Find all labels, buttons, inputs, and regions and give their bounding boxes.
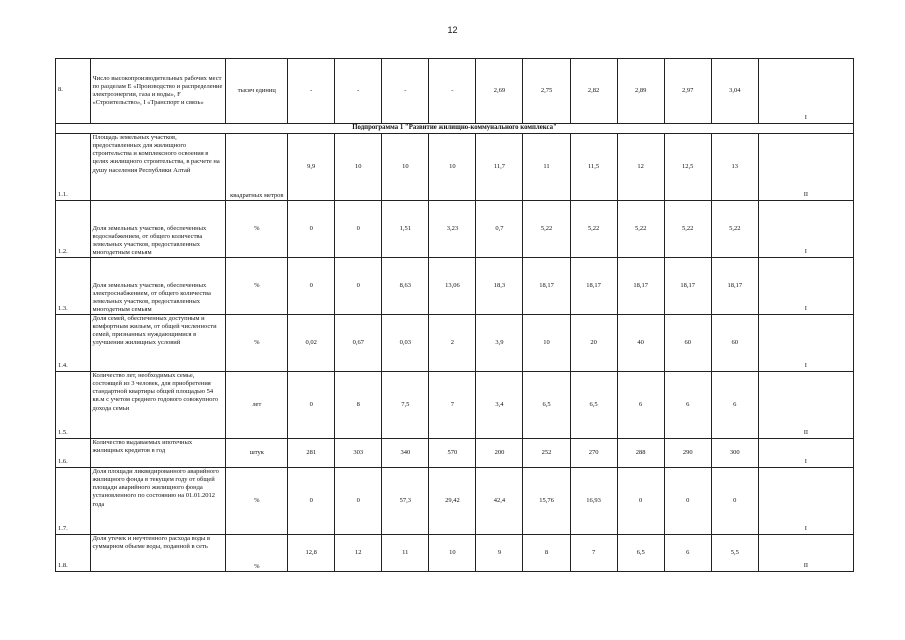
indicator-name: Количество лет, необходимых семье, состоящей из 3 человек, для приобретения стандартной квартиры общей площадью 54 кв.м с учетом среднего годового совокупного дохода семьи <box>90 372 226 439</box>
unit-cell: % <box>226 201 288 258</box>
unit-cell: % <box>226 315 288 372</box>
source-cell: I <box>758 468 853 535</box>
value-cell: 11,7 <box>476 134 523 201</box>
value-cell: 3,4 <box>476 372 523 439</box>
indicator-name: Доля площади ликвидированного аварийного жилищного фонда в текущем году от общей площади аварийного жилищного фонда установленного по состоянию на 01.01.2012 года <box>90 468 226 535</box>
row-number: 1.4. <box>56 315 91 372</box>
value-cell: 12 <box>335 535 382 572</box>
value-cell: 13 <box>711 134 758 201</box>
value-cell: 18,17 <box>617 258 664 315</box>
value-cell: 57,3 <box>382 468 429 535</box>
value-cell: 5,22 <box>523 201 570 258</box>
table-row <box>56 535 854 572</box>
indicators-table <box>55 58 854 572</box>
value-cell: 6 <box>664 535 711 572</box>
unit-cell: лет <box>226 372 288 439</box>
indicator-name: Число высокопроизводительных рабочих мест по разделам E «Производство и распределение электроэнергии, газа и воды», F «Строительство», I «Транспорт и связь» <box>90 59 226 124</box>
row-number: 1.6. <box>56 439 91 468</box>
row-number: 1.5. <box>56 372 91 439</box>
value-cell: 340 <box>382 439 429 468</box>
value-cell: 60 <box>664 315 711 372</box>
value-cell: 18,17 <box>664 258 711 315</box>
value-cell: 300 <box>711 439 758 468</box>
table-row <box>56 201 854 258</box>
source-cell: I <box>758 201 853 258</box>
value-cell: 0 <box>617 468 664 535</box>
source-cell: II <box>758 372 853 439</box>
unit-cell: квадратных метров <box>226 134 288 201</box>
table-row <box>56 315 854 372</box>
value-cell: - <box>288 59 335 124</box>
unit-cell: штук <box>226 439 288 468</box>
value-cell: 6 <box>664 372 711 439</box>
value-cell: 0 <box>288 372 335 439</box>
value-cell: 2,89 <box>617 59 664 124</box>
value-cell: 0 <box>335 468 382 535</box>
value-cell: 12 <box>617 134 664 201</box>
table-row <box>56 468 854 535</box>
value-cell: 200 <box>476 439 523 468</box>
value-cell: 18,17 <box>570 258 617 315</box>
value-cell: 303 <box>335 439 382 468</box>
page-number: 12 <box>447 25 458 35</box>
value-cell: 11,5 <box>570 134 617 201</box>
value-cell: 3,23 <box>429 201 476 258</box>
value-cell: 40 <box>617 315 664 372</box>
value-cell: 3,9 <box>476 315 523 372</box>
value-cell: 0,02 <box>288 315 335 372</box>
row-number: 1.1. <box>56 134 91 201</box>
value-cell: 0,03 <box>382 315 429 372</box>
value-cell: 270 <box>570 439 617 468</box>
value-cell: 290 <box>664 439 711 468</box>
value-cell: 5,22 <box>617 201 664 258</box>
unit-cell: % <box>226 468 288 535</box>
source-cell: I <box>758 258 853 315</box>
value-cell: 16,93 <box>570 468 617 535</box>
value-cell: 0 <box>664 468 711 535</box>
indicator-name: Доля земельных участков, обеспеченных электроснабжением, от общего количества земельных участков, предоставленных многодетным семьям <box>90 258 226 315</box>
unit-cell: % <box>226 258 288 315</box>
value-cell: 2 <box>429 315 476 372</box>
row-number: 1.7. <box>56 468 91 535</box>
value-cell: 0 <box>288 468 335 535</box>
indicator-name: Площадь земельных участков, предоставленных для жилищного строительства и комплексного освоения в целях жилищного строительства, в расчете на душу населения Республики Алтай <box>90 134 226 201</box>
table-row <box>56 134 854 201</box>
source-cell: I <box>758 59 853 124</box>
value-cell: 7,5 <box>382 372 429 439</box>
value-cell: 6 <box>711 372 758 439</box>
row-number: 1.8. <box>56 535 91 572</box>
value-cell: 20 <box>570 315 617 372</box>
value-cell: 3,04 <box>711 59 758 124</box>
value-cell: 6,5 <box>617 535 664 572</box>
value-cell: 8 <box>335 372 382 439</box>
value-cell: 0 <box>711 468 758 535</box>
value-cell: 5,22 <box>711 201 758 258</box>
value-cell: 281 <box>288 439 335 468</box>
value-cell: 2,82 <box>570 59 617 124</box>
indicator-name: Доля утечек и неучтенного расхода воды в суммарном объеме воды, поданной в сеть <box>90 535 226 572</box>
value-cell: 12,8 <box>288 535 335 572</box>
table-row <box>56 258 854 315</box>
value-cell: 18,3 <box>476 258 523 315</box>
value-cell: 2,69 <box>476 59 523 124</box>
value-cell: 10 <box>523 315 570 372</box>
row-number: 8. <box>56 59 91 124</box>
value-cell: 0 <box>335 201 382 258</box>
value-cell: 0 <box>288 201 335 258</box>
value-cell: 0,7 <box>476 201 523 258</box>
section-header-row <box>56 124 854 134</box>
value-cell: - <box>335 59 382 124</box>
value-cell: 13,06 <box>429 258 476 315</box>
value-cell: 8 <box>523 535 570 572</box>
value-cell: 7 <box>570 535 617 572</box>
value-cell: 2,97 <box>664 59 711 124</box>
value-cell: 18,17 <box>711 258 758 315</box>
value-cell: 60 <box>711 315 758 372</box>
table-row <box>56 439 854 468</box>
table-row <box>56 372 854 439</box>
value-cell: 288 <box>617 439 664 468</box>
value-cell: 2,75 <box>523 59 570 124</box>
value-cell: 1,51 <box>382 201 429 258</box>
value-cell: 8,63 <box>382 258 429 315</box>
value-cell: 29,42 <box>429 468 476 535</box>
value-cell: 5,5 <box>711 535 758 572</box>
value-cell: 9 <box>476 535 523 572</box>
value-cell: 570 <box>429 439 476 468</box>
value-cell: 12,5 <box>664 134 711 201</box>
table-row <box>56 59 854 124</box>
value-cell: 252 <box>523 439 570 468</box>
unit-cell: % <box>226 535 288 572</box>
value-cell: 0 <box>335 258 382 315</box>
source-cell: II <box>758 535 853 572</box>
value-cell: 10 <box>429 134 476 201</box>
value-cell: 42,4 <box>476 468 523 535</box>
value-cell: 5,22 <box>664 201 711 258</box>
value-cell: 18,17 <box>523 258 570 315</box>
value-cell: 5,22 <box>570 201 617 258</box>
value-cell: 9,9 <box>288 134 335 201</box>
indicator-name: Количество выдаваемых ипотечных жилищных кредитов в год <box>90 439 226 468</box>
unit-cell: тысяч единиц <box>226 59 288 124</box>
section-title: Подпрограмма 1 "Развитие жилищно-коммунального комплекса" <box>56 124 854 134</box>
value-cell: 11 <box>382 535 429 572</box>
value-cell: 10 <box>335 134 382 201</box>
value-cell: - <box>382 59 429 124</box>
value-cell: 10 <box>429 535 476 572</box>
value-cell: 6,5 <box>523 372 570 439</box>
indicator-name: Доля семей, обеспеченных доступным и комфортным жильем, от общей численности семей, признанных нуждающимися в улучшении жилищных условий <box>90 315 226 372</box>
value-cell: 0,67 <box>335 315 382 372</box>
row-number: 1.3. <box>56 258 91 315</box>
value-cell: 10 <box>382 134 429 201</box>
value-cell: 0 <box>288 258 335 315</box>
value-cell: 6,5 <box>570 372 617 439</box>
row-number: 1.2. <box>56 201 91 258</box>
value-cell: - <box>429 59 476 124</box>
indicator-name: Доля земельных участков, обеспеченных водоснабжением, от общего количества земельных участков, предоставленных многодетным семьям <box>90 201 226 258</box>
value-cell: 6 <box>617 372 664 439</box>
source-cell: II <box>758 134 853 201</box>
value-cell: 15,76 <box>523 468 570 535</box>
value-cell: 11 <box>523 134 570 201</box>
source-cell: I <box>758 315 853 372</box>
source-cell: I <box>758 439 853 468</box>
value-cell: 7 <box>429 372 476 439</box>
